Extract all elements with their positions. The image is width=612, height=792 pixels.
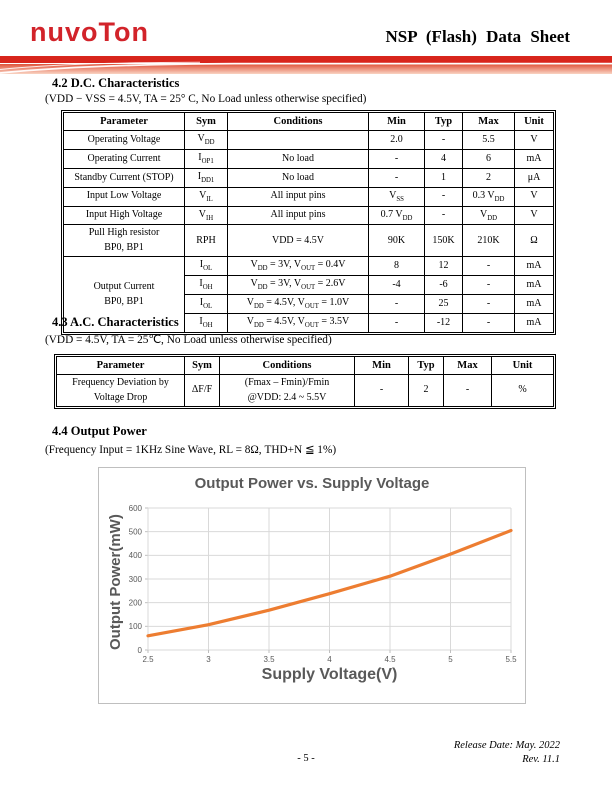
cell <box>228 131 369 150</box>
output-power-section-heading: 4.4 Output Power <box>52 424 147 438</box>
column-header: Typ <box>409 357 444 375</box>
cell: Ω <box>515 225 554 257</box>
cell: mA <box>515 295 554 314</box>
column-header: Min <box>355 357 409 375</box>
cell: - <box>369 150 425 169</box>
cell: mA <box>515 276 554 295</box>
release-date: Release Date: May. 2022 <box>453 740 560 751</box>
y-tick-label: 600 <box>128 503 142 513</box>
cell: ΔF/F <box>185 375 220 407</box>
cell: Pull High resistor BP0, BP1 <box>64 225 185 257</box>
x-tick-label: 4 <box>327 655 332 664</box>
column-header: Unit <box>492 357 554 375</box>
dc-table <box>63 112 554 333</box>
column-header: Sym <box>185 113 228 131</box>
cell: -4 <box>369 276 425 295</box>
table-row <box>64 131 554 150</box>
cell: mA <box>515 150 554 169</box>
merged-parameter-cell: Output Current BP0, BP1 <box>64 257 185 332</box>
y-tick-label: 500 <box>128 527 142 537</box>
cell: 6 <box>463 150 515 169</box>
cell: - <box>355 375 409 407</box>
cell: 2 <box>409 375 444 407</box>
cell: $I_{OH}$ <box>185 276 228 295</box>
cell: $V_{DD} = 3V$, $V_{OUT} = 0.4V$ <box>228 257 369 276</box>
column-header: Max <box>444 357 492 375</box>
table-row <box>64 206 554 225</box>
cell: - <box>425 187 463 206</box>
column-header: Parameter <box>57 357 185 375</box>
document-title: NSP (Flash) Data Sheet <box>385 27 570 46</box>
y-tick-label: 100 <box>128 622 142 632</box>
cell: All input pins <box>228 206 369 225</box>
cell: Operating Current <box>64 150 185 169</box>
cell: 4 <box>425 150 463 169</box>
x-tick-label: 3.5 <box>263 655 275 664</box>
cell: $I_{DD1}$ <box>185 168 228 187</box>
column-header: Max <box>463 113 515 131</box>
table-header-row <box>57 357 554 375</box>
x-tick-label: 4.5 <box>384 655 396 664</box>
table-header-row <box>64 113 554 131</box>
cell: No load <box>228 150 369 169</box>
table-row <box>64 225 554 257</box>
cell: 0.3 $V_{DD}$ <box>463 187 515 206</box>
cell: V <box>515 187 554 206</box>
cell: VDD = 4.5V <box>228 225 369 257</box>
header-red-band <box>0 56 612 74</box>
chart-title: Output Power vs. Supply Voltage <box>194 475 430 492</box>
dc-section-heading: 4.2 D.C. Characteristics <box>52 76 180 90</box>
cell: Standby Current (STOP) <box>64 168 185 187</box>
column-header: Sym <box>185 357 220 375</box>
cell: - <box>369 313 425 332</box>
x-tick-label: 2.5 <box>142 655 154 664</box>
cell: $V_{IH}$ <box>185 206 228 225</box>
ac-section-heading: 4.3 A.C. Characteristics <box>52 315 179 329</box>
cell: $I_{OL}$ <box>185 295 228 314</box>
column-header: Typ <box>425 113 463 131</box>
cell: 5.5 <box>463 131 515 150</box>
y-tick-label: 200 <box>128 598 142 608</box>
cell: mA <box>515 313 554 332</box>
chart-y-axis-label: Output Power(mW) <box>107 514 124 650</box>
dc-section-subtitle: (VDD − VSS = 4.5V, TA = 25° C, No Load unless otherwise specified) <box>45 93 367 105</box>
y-tick-label: 0 <box>137 645 142 655</box>
cell: - <box>463 313 515 332</box>
cell: No load <box>228 168 369 187</box>
y-tick-label: 400 <box>128 551 142 561</box>
cell: - <box>463 257 515 276</box>
output-power-section-subtitle: (Frequency Input = 1KHz Sine Wave, RL = 8Ω, THD+N ≦ 1%) <box>45 444 337 456</box>
table-row <box>57 375 554 407</box>
x-tick-label: 5.5 <box>505 655 517 664</box>
table-row <box>64 150 554 169</box>
cell: Operating Voltage <box>64 131 185 150</box>
y-tick-label: 300 <box>128 574 142 584</box>
cell: $V_{DD} = 4.5V$, $V_{OUT} = 1.0V$ <box>228 295 369 314</box>
cell: 150K <box>425 225 463 257</box>
nuvoton-logo: nuvoTon <box>30 17 149 47</box>
cell: - <box>463 276 515 295</box>
cell: - <box>369 295 425 314</box>
cell: $V_{DD} = 3V$, $V_{OUT} = 2.6V$ <box>228 276 369 295</box>
output-power-chart <box>98 467 526 704</box>
header-band-graphic <box>0 56 612 74</box>
cell: - <box>369 168 425 187</box>
cell: -12 <box>425 313 463 332</box>
cell: μA <box>515 168 554 187</box>
cell: $I_{OH}$ <box>185 313 228 332</box>
cell: (Fmax – Fmin)/Fmin @VDD: 2.4 ~ 5.5V <box>220 375 355 407</box>
cell: mA <box>515 257 554 276</box>
cell: Input Low Voltage <box>64 187 185 206</box>
cell: 1 <box>425 168 463 187</box>
cell: V <box>515 131 554 150</box>
cell: 210K <box>463 225 515 257</box>
column-header: Conditions <box>228 113 369 131</box>
table-row <box>64 257 554 276</box>
cell: $I_{OL}$ <box>185 257 228 276</box>
cell: 0.7 $V_{DD}$ <box>369 206 425 225</box>
page-number: - 5 - <box>297 753 315 764</box>
dc-characteristics-table <box>61 110 556 335</box>
ac-characteristics-table <box>54 354 556 409</box>
table-row <box>64 187 554 206</box>
cell: - <box>425 206 463 225</box>
cell: All input pins <box>228 187 369 206</box>
cell: V <box>515 206 554 225</box>
cell: - <box>425 131 463 150</box>
column-header: Conditions <box>220 357 355 375</box>
cell: 2 <box>463 168 515 187</box>
x-tick-label: 3 <box>206 655 211 664</box>
cell: 90K <box>369 225 425 257</box>
cell: 2.0 <box>369 131 425 150</box>
cell: 25 <box>425 295 463 314</box>
cell: 12 <box>425 257 463 276</box>
cell: $V_{DD} = 4.5V$, $V_{OUT} = 3.5V$ <box>228 313 369 332</box>
column-header: Parameter <box>64 113 185 131</box>
cell: $I_{OP1}$ <box>185 150 228 169</box>
revision: Rev. 11.1 <box>522 753 560 765</box>
cell: $V_{SS}$ <box>369 187 425 206</box>
cell: $V_{DD}$ <box>463 206 515 225</box>
cell: RPH <box>185 225 228 257</box>
ac-section-subtitle: (VDD = 4.5V, TA = 25℃, No Load unless otherwise specified) <box>45 334 332 346</box>
cell: 8 <box>369 257 425 276</box>
x-tick-label: 5 <box>448 655 453 664</box>
column-header: Unit <box>515 113 554 131</box>
column-header: Min <box>369 113 425 131</box>
cell: $V_{IL}$ <box>185 187 228 206</box>
cell: % <box>492 375 554 407</box>
cell: Input High Voltage <box>64 206 185 225</box>
table-row <box>64 168 554 187</box>
cell: Frequency Deviation by Voltage Drop <box>57 375 185 407</box>
ac-table <box>56 356 554 407</box>
cell: -6 <box>425 276 463 295</box>
chart-x-axis-label: Supply Voltage(V) <box>261 666 398 683</box>
cell: - <box>463 295 515 314</box>
cell: $V_{DD}$ <box>185 131 228 150</box>
cell: - <box>444 375 492 407</box>
